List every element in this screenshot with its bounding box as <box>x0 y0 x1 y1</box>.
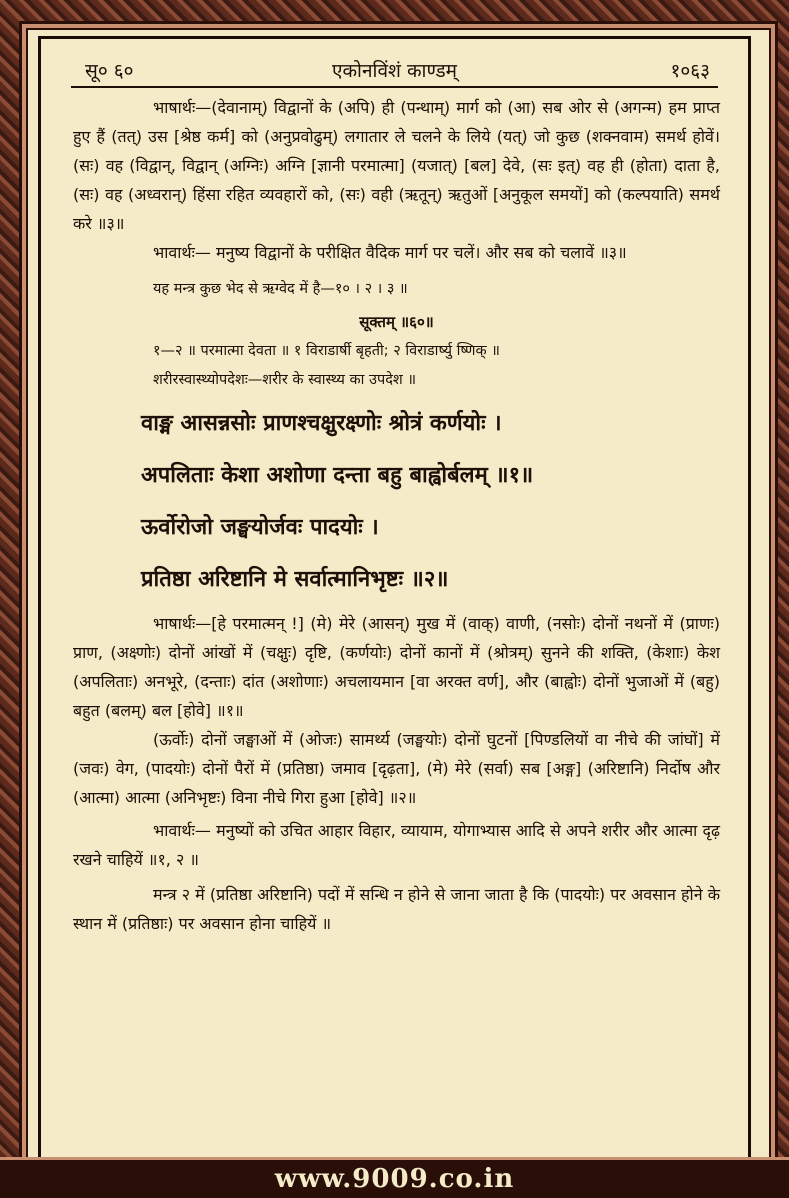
kanda-title: एकोनविंशं काण्डम् <box>331 60 458 82</box>
page-number: १०६३ <box>670 60 710 82</box>
page-body <box>73 93 720 938</box>
bhasharth-paragraph-2: भाषार्थः—[हे परमात्मन् !] (मे) मेरे (आसन्) मुख में (वाक्) वाणी, (नसोः) दोनों नथनों में (प्राणः) प्राण, (अक्ष्णोः) दोनों आंखों में (चक्षुः) दृष्टि, (कर्णयोः) दोनों कानों में (श्रोत्रम्) सुनने की शक्ति, (केशाः) केश (अपलिताः) अनभूरे, (दन्ताः) दांत (अशोणाः) अचलायमान [वा अरक्त वर्ण], और (बाह्वोः) दोनों भुजाओं में (बहु) बहुत (बलम्) बल [होवे] ॥१॥ <box>73 614 720 720</box>
bhasharth-paragraph-3: (ऊर्वोः) दोनों जङ्घाओं में (ओजः) सामर्थ्य (जङ्घयोः) दोनों घुटनों [पिण्डलियों वा नीचे की जांघों] में (जवः) वेग, (पादयोः) दोनों पैरों में (प्रतिष्ठा) जमाव [दृढ़ता], (मे) मेरे (सर्वा) सब [अङ्ग] (अरिष्टानि) निर्दोष और (आत्मा) आत्मा (अनिभृष्टः) विना नीचे गिरा हुआ [होवे] ॥२॥ <box>73 730 720 807</box>
bhasharth-paragraph-1: भाषार्थः—(देवानाम्) विद्वानों के (अपि) ही (पन्थाम्) मार्ग को (आ) सब ओर से (अगन्म) हम प्राप्त हुए हैं (तत्) उस [श्रेष्ठ कर्म] को (अनुप्रवोढुम्) लगातार ले चलने के लिये (यत्) जो कुछ (शक्नवाम) समर्थ होवें। (सः) वह (विद्वान्, विद्वान् (अग्निः) अग्नि [ज्ञानी परमात्मा] (यजात्) [बल] देवे, (सः इत्) वह ही (होता) दाता है, (सः) वह (अध्वरान्) हिंसा रहित व्यवहारों को, (सः) वही (ऋतून्) ऋतुओं [अनुकूल समयों] को (कल्पयाति) समर्थ करे ॥३॥ <box>73 98 720 233</box>
mantra-line: ऊर्वोरोजो जङ्घयोर्जवः पादयोः । <box>141 514 379 540</box>
upadesha-line: शरीरस्वास्थ्योपदेशः—शरीर के स्वास्थ्य का उपदेश ॥ <box>153 372 417 388</box>
sukta-title: सूक्तम् ॥६०॥ <box>359 313 434 331</box>
mantra-line: प्रतिष्ठा अरिष्टानि मे सर्वात्मानिभृष्टः ॥२॥ <box>141 566 449 592</box>
mantra-block <box>73 397 720 605</box>
final-note: मन्त्र २ में (प्रतिष्ठा अरिष्टानि) पदों में सन्धि न होने से जाना जाता है कि (पादयोः) पर अवसान होने के स्थान में (प्रतिष्ठाः) पर अवसान होना चाहियें ॥ <box>73 885 720 933</box>
devata-line: १—२ ॥ परमात्मा देवता ॥ १ विराडार्षी बृहती; २ विराडार्ष्यु ष्णिक् ॥ <box>153 343 500 359</box>
bhavarth-paragraph-1: भावार्थः— मनुष्य विद्वानों के परीक्षित वैदिक मार्ग पर चलें। और सब को चलावें ॥३॥ <box>153 243 627 262</box>
sutra-number: सू० ६० <box>85 60 134 82</box>
header-rule <box>71 86 718 88</box>
bhavarth-paragraph-2: भावार्थः— मनुष्यों को उचित आहार विहार, व्यायाम, योगाभ्यास आदि से अपने शरीर और आत्मा दृढ़ रखने चाहियें ॥१, २ ॥ <box>73 821 720 869</box>
mantra-line: वाङ्म आसन्नसोः प्राणश्चक्षुरक्ष्णोः श्रोत्रं कर्णयोः । <box>141 410 502 436</box>
scanned-page <box>38 36 751 1160</box>
mantra-line: अपलिताः केशा अशोणा दन्ता बहु बाह्वोर्बलम् ॥१॥ <box>141 462 534 488</box>
page-header <box>41 57 748 85</box>
rigveda-note: यह मन्त्र कुछ भेद से ऋग्वेद में है—१० । २ । ३ ॥ <box>153 281 408 297</box>
footer-url: www.9009.co.in <box>274 1164 515 1194</box>
